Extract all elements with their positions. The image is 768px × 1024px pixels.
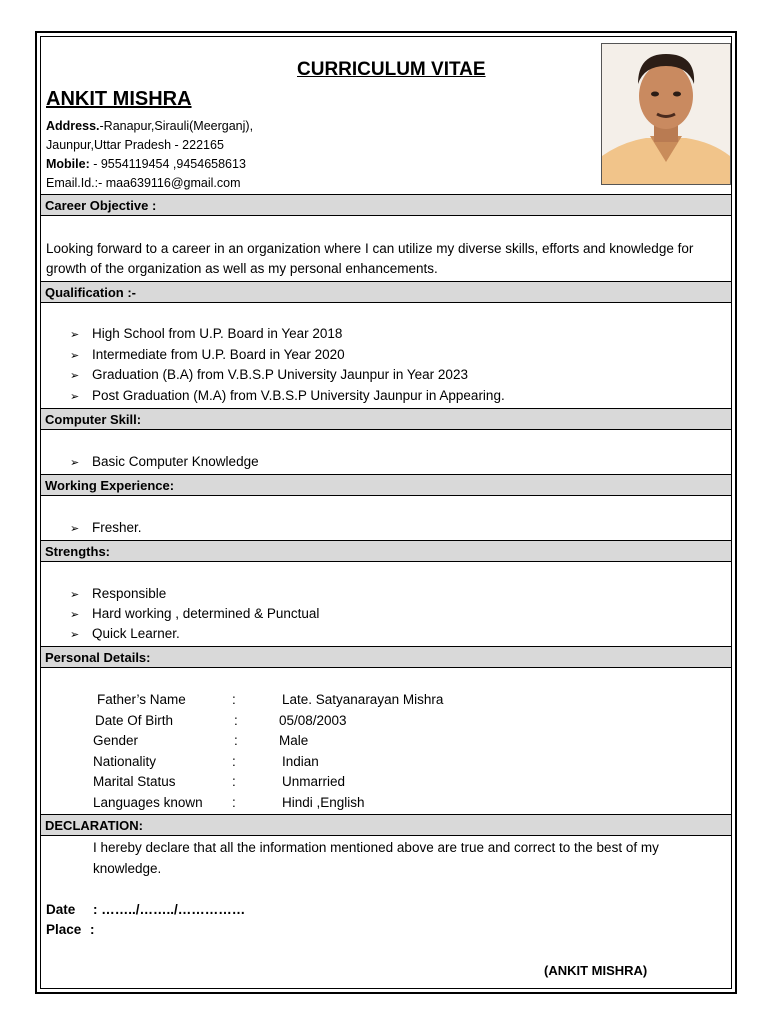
profile-photo-illustration [602,44,730,184]
qualification-item: High School from U.P. Board in Year 2018 [92,326,343,341]
strengths-heading: Strengths: [41,540,731,562]
address-value: -Ranapur,Sirauli(Meerganj), [99,119,254,133]
working-experience-item: Fresher. [92,520,142,535]
detail-value: Hindi ,English [282,795,365,810]
bullet-arrow-icon: ➢ [70,329,80,341]
email-line: Email.Id.:- maa639116@gmail.com [46,176,241,190]
computer-skill-heading: Computer Skill: [41,408,731,430]
qualification-item: Intermediate from U.P. Board in Year 2020 [92,347,345,362]
candidate-name: ANKIT MISHRA [46,88,192,110]
address-label: Address. [46,119,100,133]
working-experience-heading: Working Experience: [41,474,731,496]
date-label: Date [46,902,76,917]
bullet-arrow-icon: ➢ [70,629,80,641]
list-item [70,626,180,641]
detail-value: 05/08/2003 [279,713,347,728]
detail-separator: : [234,733,238,748]
declaration-line-1: I hereby declare that all the information mentioned above are true and correct to the best of my [93,840,659,855]
detail-separator: : [232,692,236,707]
detail-value: Unmarried [282,774,346,789]
computer-skill-item: Basic Computer Knowledge [92,454,259,469]
resume-inner-border [40,36,732,989]
detail-separator: : [232,795,236,810]
list-item [70,326,342,341]
qualification-item: Graduation (B.A) from V.B.S.P University Jaunpur in Year 2023 [92,367,468,382]
document-title: CURRICULUM VITAE [297,59,486,80]
declaration-line-2: knowledge. [93,861,162,876]
career-objective-line-1: Looking forward to a career in an organization where I can utilize my diverse skills, efforts and knowledge for [46,241,694,256]
signature-name: (ANKIT MISHRA) [544,963,648,978]
qualification-heading: Qualification :- [41,281,731,303]
detail-label: Gender [93,733,139,748]
bullet-arrow-icon: ➢ [70,609,80,621]
place-value: : [90,922,95,937]
mobile-label: Mobile: [46,157,90,171]
bullet-arrow-icon: ➢ [70,391,80,403]
bullet-arrow-icon: ➢ [70,523,80,535]
detail-separator: : [232,754,236,769]
list-item [70,454,259,469]
profile-photo [601,43,731,185]
detail-value: Male [279,733,309,748]
list-item [70,367,468,382]
career-objective-heading: Career Objective : [41,194,731,216]
date-value: : ……../……../…………… [93,902,246,917]
detail-label: Date Of Birth [95,713,174,728]
detail-separator: : [232,774,236,789]
list-item [70,388,505,403]
bullet-arrow-icon: ➢ [70,350,80,362]
address-line-2: Jaunpur,Uttar Pradesh - 222165 [46,138,224,152]
detail-value: Indian [282,754,319,769]
detail-label: Marital Status [93,774,176,789]
address-line-1 [46,119,253,133]
place-label: Place [46,922,82,937]
detail-label: Father’s Name [97,692,186,707]
strength-item: Quick Learner. [92,626,180,641]
bullet-arrow-icon: ➢ [70,370,80,382]
strength-item: Responsible [92,586,167,601]
detail-label: Languages known [93,795,203,810]
list-item [70,520,142,535]
qualification-item: Post Graduation (M.A) from V.B.S.P University Jaunpur in Appearing. [92,388,505,403]
detail-value: Late. Satyanarayan Mishra [282,692,444,707]
resume-page [35,31,737,994]
career-objective-line-2: growth of the organization as well as my personal enhancements. [46,261,438,276]
list-item [70,586,166,601]
personal-details-heading: Personal Details: [41,646,731,668]
mobile-value: - 9554119454 ,9454658613 [89,157,246,171]
declaration-heading: DECLARATION: [41,814,731,836]
bullet-arrow-icon: ➢ [70,457,80,469]
bullet-arrow-icon: ➢ [70,589,80,601]
list-item [70,347,345,362]
mobile-line [46,157,246,171]
strength-item: Hard working , determined & Punctual [92,606,320,621]
detail-label: Nationality [93,754,157,769]
list-item [70,606,319,621]
detail-separator: : [234,713,238,728]
